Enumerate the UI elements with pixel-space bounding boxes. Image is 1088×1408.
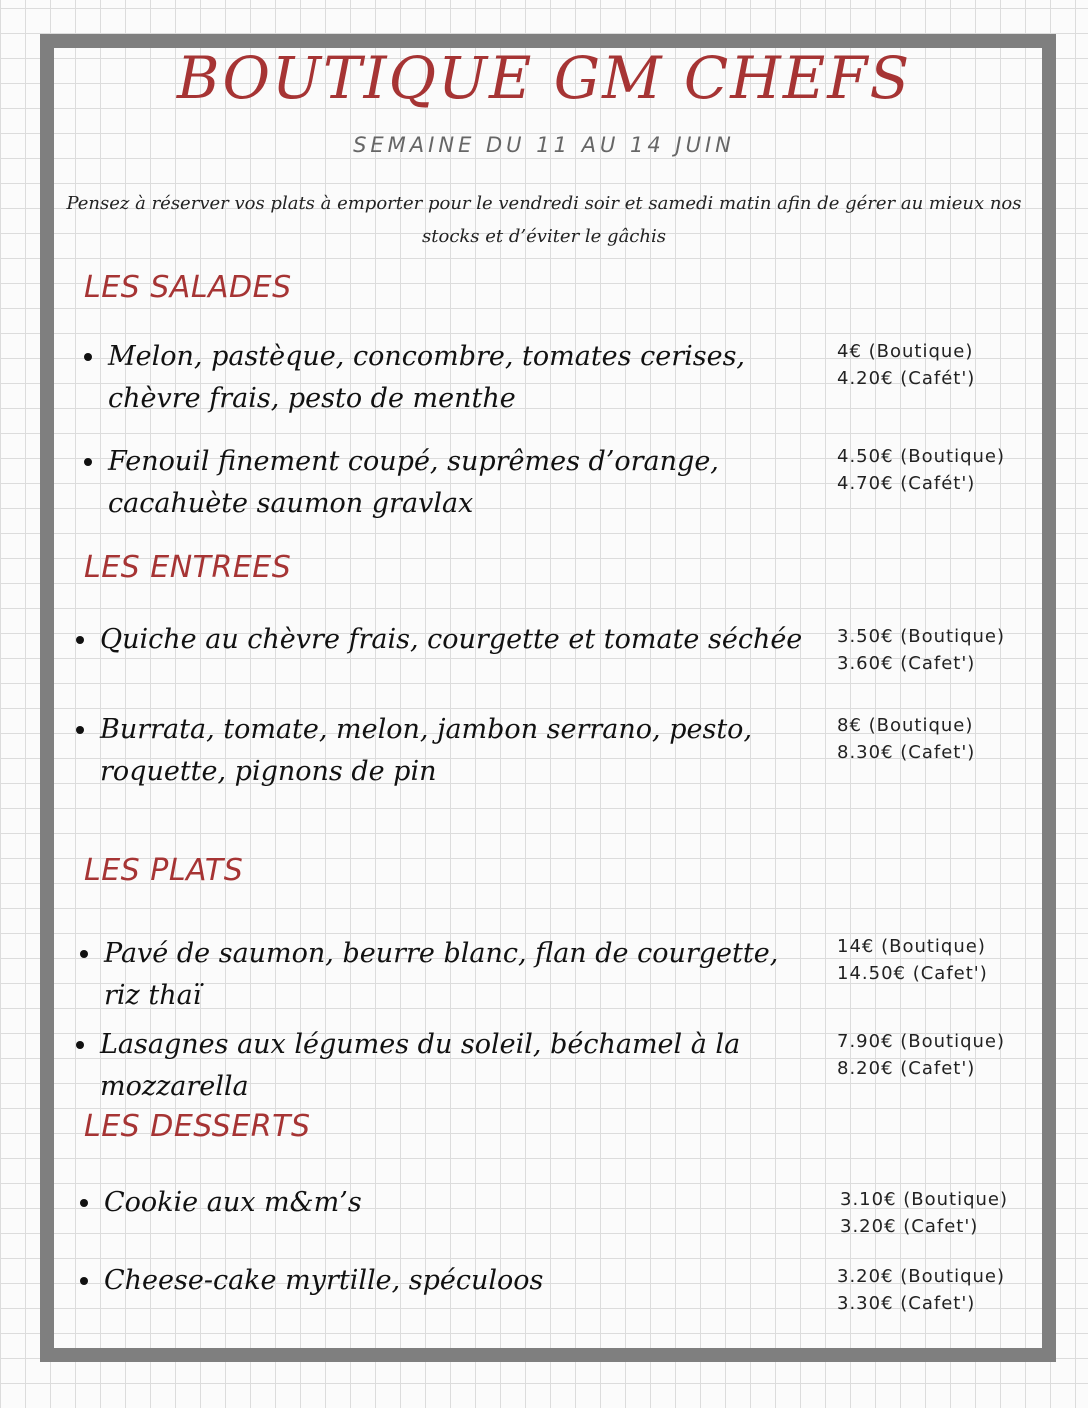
menu-item — [76, 619, 816, 661]
dish-price — [837, 1263, 1005, 1317]
price-boutique: 3.20€ (Boutique) — [837, 1266, 1006, 1287]
bullet-icon — [80, 1277, 88, 1285]
dish-name: Fenouil finement coupé, suprêmes d’orange, cacahuète saumon gravlax — [108, 446, 719, 519]
dish-name: Pavé de saumon, beurre blanc, flan de courgette, riz thaï — [104, 938, 779, 1011]
price-boutique: 4€ (Boutique) — [837, 341, 974, 362]
price-cafet: 8.20€ (Cafet') — [837, 1058, 976, 1079]
menu-item — [84, 336, 784, 420]
menu-item — [76, 1024, 831, 1108]
dish-price — [840, 1186, 1008, 1240]
section-title-plats: LES PLATS — [84, 853, 244, 888]
reservation-notice: Pensez à réserver vos plats à emporter pour le vendredi soir et samedi matin afin de gérer au mieux nos stocks et d’éviter le gâchis — [66, 193, 1022, 247]
price-boutique: 3.10€ (Boutique) — [840, 1189, 1009, 1210]
section-title-desserts: LES DESSERTS — [84, 1109, 311, 1144]
price-cafet: 4.70€ (Cafét') — [837, 473, 976, 494]
price-boutique: 4.50€ (Boutique) — [837, 446, 1006, 467]
menu-item — [80, 1182, 680, 1224]
bullet-icon — [80, 950, 88, 958]
dish-name: Melon, pastèque, concombre, tomates cerises, chèvre frais, pesto de menthe — [108, 341, 746, 414]
price-boutique: 7.90€ (Boutique) — [837, 1031, 1006, 1052]
price-cafet: 8.30€ (Cafet') — [837, 742, 976, 763]
price-cafet: 4.20€ (Cafét') — [837, 368, 976, 389]
price-cafet: 3.30€ (Cafet') — [837, 1293, 976, 1314]
dish-price — [837, 1028, 1005, 1082]
bullet-icon — [76, 636, 84, 644]
bullet-icon — [76, 1041, 84, 1049]
dish-price — [837, 623, 1005, 677]
price-cafet: 3.60€ (Cafet') — [837, 653, 976, 674]
dish-price — [837, 443, 1005, 497]
price-boutique: 3.50€ (Boutique) — [837, 626, 1006, 647]
dish-price — [837, 338, 975, 392]
bullet-icon — [76, 726, 84, 734]
dish-name: Quiche au chèvre frais, courgette et tomate séchée — [100, 624, 803, 655]
bullet-icon — [84, 353, 92, 361]
menu-item — [84, 441, 804, 525]
price-cafet: 3.20€ (Cafet') — [840, 1216, 979, 1237]
dish-name: Lasagnes aux légumes du soleil, béchamel à la mozzarella — [100, 1029, 741, 1102]
dish-name: Burrata, tomate, melon, jambon serrano, pesto, roquette, pignons de pin — [100, 714, 753, 787]
dish-price — [837, 712, 975, 766]
menu-item — [76, 709, 796, 793]
price-boutique: 14€ (Boutique) — [837, 936, 986, 957]
menu-item — [80, 933, 820, 1017]
price-cafet: 14.50€ (Cafet') — [837, 963, 988, 984]
section-title-salades: LES SALADES — [84, 270, 292, 305]
bullet-icon — [84, 458, 92, 466]
section-title-entrees: LES ENTREES — [84, 550, 292, 585]
bullet-icon — [80, 1199, 88, 1207]
price-boutique: 8€ (Boutique) — [837, 715, 974, 736]
dish-name: Cookie aux m&m’s — [104, 1187, 362, 1218]
week-subtitle: SEMAINE DU 11 AU 14 JUIN — [353, 133, 735, 157]
dish-name: Cheese-cake myrtille, spéculoos — [104, 1265, 544, 1296]
dish-price — [837, 933, 988, 987]
menu-item — [80, 1260, 680, 1302]
menu-title: BOUTIQUE GM CHEFS — [176, 44, 912, 112]
